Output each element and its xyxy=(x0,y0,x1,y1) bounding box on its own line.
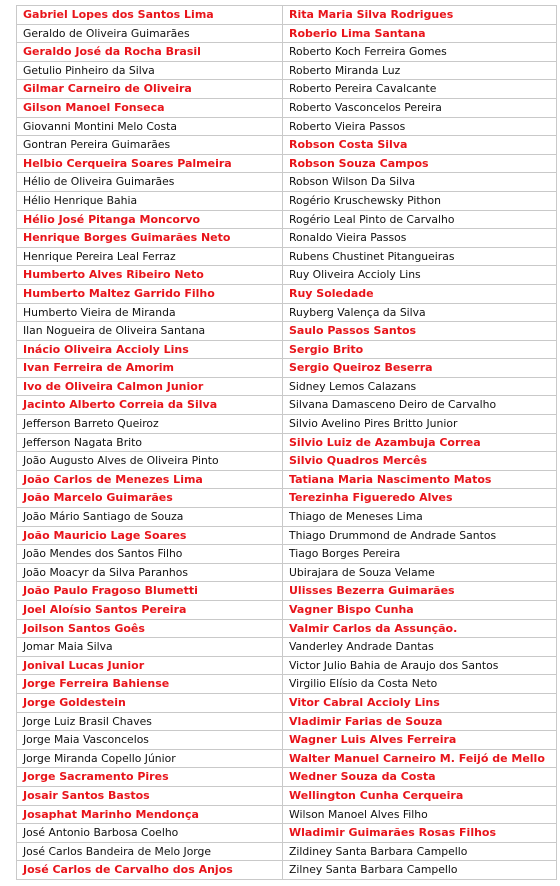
name-cell-right: Wladimir Guimarães Rosas Filhos xyxy=(283,824,557,843)
name-cell-left: Jorge Maia Vasconcelos xyxy=(17,731,283,750)
name-cell-right: Roberio Lima Santana xyxy=(283,24,557,43)
name-cell-left: Getulio Pinheiro da Silva xyxy=(17,61,283,80)
name-cell-left: Ivan Ferreira de Amorim xyxy=(17,359,283,378)
table-row xyxy=(17,191,557,210)
name-cell-right: Roberto Pereira Cavalcante xyxy=(283,80,557,99)
table-row xyxy=(17,136,557,155)
name-cell-right: Ruy Oliveira Accioly Lins xyxy=(283,266,557,285)
name-list-body xyxy=(17,6,557,880)
name-cell-left: Gontran Pereira Guimarães xyxy=(17,136,283,155)
table-row xyxy=(17,247,557,266)
table-row xyxy=(17,61,557,80)
name-cell-left: Joilson Santos Goês xyxy=(17,619,283,638)
table-row xyxy=(17,117,557,136)
table-row xyxy=(17,452,557,471)
table-row xyxy=(17,415,557,434)
table-row xyxy=(17,842,557,861)
name-cell-right: Sergio Queiroz Beserra xyxy=(283,359,557,378)
name-cell-left: João Moacyr da Silva Paranhos xyxy=(17,563,283,582)
table-row xyxy=(17,322,557,341)
name-cell-left: Hélio Henrique Bahia xyxy=(17,191,283,210)
table-row xyxy=(17,229,557,248)
name-cell-left: João Paulo Fragoso Blumetti xyxy=(17,582,283,601)
name-cell-right: Wedner Souza da Costa xyxy=(283,768,557,787)
table-row xyxy=(17,693,557,712)
name-cell-right: Silvio Luiz de Azambuja Correa xyxy=(283,433,557,452)
table-row xyxy=(17,359,557,378)
table-row xyxy=(17,80,557,99)
name-cell-left: Gilson Manoel Fonseca xyxy=(17,98,283,117)
name-cell-right: Virgilio Elísio da Costa Neto xyxy=(283,675,557,694)
name-cell-left: Jorge Sacramento Pires xyxy=(17,768,283,787)
name-cell-left: Inácio Oliveira Accioly Lins xyxy=(17,340,283,359)
name-cell-right: Saulo Passos Santos xyxy=(283,322,557,341)
table-row xyxy=(17,396,557,415)
name-cell-left: Giovanni Montini Melo Costa xyxy=(17,117,283,136)
table-row xyxy=(17,824,557,843)
name-cell-right: Vladimir Farias de Souza xyxy=(283,712,557,731)
name-cell-left: Gilmar Carneiro de Oliveira xyxy=(17,80,283,99)
name-cell-left: Jefferson Nagata Brito xyxy=(17,433,283,452)
name-cell-left: Jorge Luiz Brasil Chaves xyxy=(17,712,283,731)
table-row xyxy=(17,786,557,805)
name-cell-left: Helbio Cerqueira Soares Palmeira xyxy=(17,154,283,173)
name-cell-right: Silvana Damasceno Deiro de Carvalho xyxy=(283,396,557,415)
name-cell-left: José Antonio Barbosa Coelho xyxy=(17,824,283,843)
name-cell-right: Ruyberg Valença da Silva xyxy=(283,303,557,322)
name-cell-right: Wellington Cunha Cerqueira xyxy=(283,786,557,805)
name-cell-left: Ivo de Oliveira Calmon Junior xyxy=(17,377,283,396)
table-row xyxy=(17,656,557,675)
table-row xyxy=(17,266,557,285)
name-cell-left: José Carlos de Carvalho dos Anjos xyxy=(17,861,283,880)
name-cell-left: Jorge Goldestein xyxy=(17,693,283,712)
table-row xyxy=(17,731,557,750)
name-cell-right: Tiago Borges Pereira xyxy=(283,545,557,564)
table-row xyxy=(17,582,557,601)
name-cell-left: Geraldo José da Rocha Brasil xyxy=(17,43,283,62)
name-cell-right: Roberto Koch Ferreira Gomes xyxy=(283,43,557,62)
name-cell-right: Robson Wilson Da Silva xyxy=(283,173,557,192)
name-cell-right: Vitor Cabral Accioly Lins xyxy=(283,693,557,712)
table-row xyxy=(17,433,557,452)
name-cell-right: Robson Costa Silva xyxy=(283,136,557,155)
table-row xyxy=(17,284,557,303)
name-cell-left: Jefferson Barreto Queiroz xyxy=(17,415,283,434)
table-row xyxy=(17,638,557,657)
table-row xyxy=(17,377,557,396)
name-cell-left: Gabriel Lopes dos Santos Lima xyxy=(17,6,283,25)
name-cell-right: Roberto Miranda Luz xyxy=(283,61,557,80)
table-row xyxy=(17,861,557,880)
name-cell-left: João Mário Santiago de Souza xyxy=(17,508,283,527)
name-cell-right: Terezinha Figueredo Alves xyxy=(283,489,557,508)
name-cell-right: Ulisses Bezerra Guimarães xyxy=(283,582,557,601)
name-cell-left: Jorge Miranda Copello Júnior xyxy=(17,749,283,768)
name-cell-left: Humberto Alves Ribeiro Neto xyxy=(17,266,283,285)
name-cell-left: Hélio de Oliveira Guimarães xyxy=(17,173,283,192)
name-cell-right: Valmir Carlos da Assunção. xyxy=(283,619,557,638)
name-cell-left: José Carlos Bandeira de Melo Jorge xyxy=(17,842,283,861)
name-cell-left: Joel Aloísio Santos Pereira xyxy=(17,601,283,620)
name-cell-right: Vanderley Andrade Dantas xyxy=(283,638,557,657)
name-cell-right: Robson Souza Campos xyxy=(283,154,557,173)
name-cell-right: Roberto Vasconcelos Pereira xyxy=(283,98,557,117)
table-row xyxy=(17,340,557,359)
table-row xyxy=(17,173,557,192)
name-cell-left: João Augusto Alves de Oliveira Pinto xyxy=(17,452,283,471)
table-row xyxy=(17,303,557,322)
table-row xyxy=(17,508,557,527)
name-cell-left: Henrique Borges Guimarães Neto xyxy=(17,229,283,248)
name-cell-left: João Mendes dos Santos Filho xyxy=(17,545,283,564)
name-cell-right: Sidney Lemos Calazans xyxy=(283,377,557,396)
table-row xyxy=(17,489,557,508)
name-cell-right: Thiago Drummond de Andrade Santos xyxy=(283,526,557,545)
name-cell-left: João Marcelo Guimarães xyxy=(17,489,283,508)
table-row xyxy=(17,545,557,564)
table-row xyxy=(17,563,557,582)
name-cell-right: Zildiney Santa Barbara Campello xyxy=(283,842,557,861)
name-cell-right: Walter Manuel Carneiro M. Feijó de Mello xyxy=(283,749,557,768)
table-row xyxy=(17,619,557,638)
name-cell-left: João Carlos de Menezes Lima xyxy=(17,470,283,489)
table-row xyxy=(17,805,557,824)
name-cell-left: Jacinto Alberto Correia da Silva xyxy=(17,396,283,415)
name-cell-right: Tatiana Maria Nascimento Matos xyxy=(283,470,557,489)
table-row xyxy=(17,154,557,173)
table-row xyxy=(17,712,557,731)
name-cell-right: Vagner Bispo Cunha xyxy=(283,601,557,620)
name-cell-right: Ruy Soledade xyxy=(283,284,557,303)
name-cell-right: Ubirajara de Souza Velame xyxy=(283,563,557,582)
name-cell-right: Silvio Avelino Pires Britto Junior xyxy=(283,415,557,434)
name-cell-right: Rogério Leal Pinto de Carvalho xyxy=(283,210,557,229)
name-cell-left: Ilan Nogueira de Oliveira Santana xyxy=(17,322,283,341)
name-cell-left: Geraldo de Oliveira Guimarães xyxy=(17,24,283,43)
name-cell-right: Rogério Kruschewsky Pithon xyxy=(283,191,557,210)
name-cell-right: Rubens Chustinet Pitangueiras xyxy=(283,247,557,266)
table-row xyxy=(17,526,557,545)
name-cell-right: Rita Maria Silva Rodrigues xyxy=(283,6,557,25)
name-cell-left: Humberto Vieira de Miranda xyxy=(17,303,283,322)
name-cell-left: João Mauricio Lage Soares xyxy=(17,526,283,545)
name-cell-left: Jonival Lucas Junior xyxy=(17,656,283,675)
name-list-table xyxy=(16,5,557,880)
name-cell-left: Humberto Maltez Garrido Filho xyxy=(17,284,283,303)
name-cell-right: Ronaldo Vieira Passos xyxy=(283,229,557,248)
table-row xyxy=(17,43,557,62)
table-row xyxy=(17,749,557,768)
name-cell-right: Roberto Vieira Passos xyxy=(283,117,557,136)
table-row xyxy=(17,6,557,25)
name-cell-left: Hélio José Pitanga Moncorvo xyxy=(17,210,283,229)
table-row xyxy=(17,601,557,620)
name-cell-left: Josaphat Marinho Mendonça xyxy=(17,805,283,824)
name-cell-right: Wagner Luis Alves Ferreira xyxy=(283,731,557,750)
name-cell-left: Josair Santos Bastos xyxy=(17,786,283,805)
name-cell-left: Jorge Ferreira Bahiense xyxy=(17,675,283,694)
table-row xyxy=(17,210,557,229)
name-cell-right: Victor Julio Bahia de Araujo dos Santos xyxy=(283,656,557,675)
table-row xyxy=(17,675,557,694)
name-cell-right: Thiago de Meneses Lima xyxy=(283,508,557,527)
name-cell-left: Jomar Maia Silva xyxy=(17,638,283,657)
table-row xyxy=(17,24,557,43)
name-cell-right: Wilson Manoel Alves Filho xyxy=(283,805,557,824)
name-cell-right: Silvio Quadros Mercês xyxy=(283,452,557,471)
name-cell-right: Sergio Brito xyxy=(283,340,557,359)
name-cell-left: Henrique Pereira Leal Ferraz xyxy=(17,247,283,266)
table-row xyxy=(17,98,557,117)
table-row xyxy=(17,768,557,787)
table-row xyxy=(17,470,557,489)
name-cell-right: Zilney Santa Barbara Campello xyxy=(283,861,557,880)
